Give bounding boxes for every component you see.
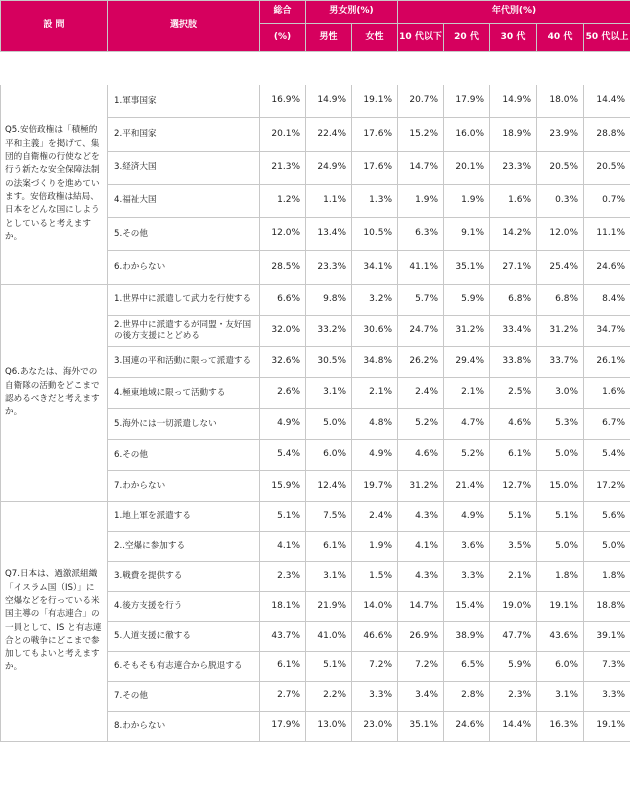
age-20s-header: 20 代 [444,24,490,52]
percentage-cell: 5.0% [306,409,352,440]
option-label: 5.その他 [108,218,260,251]
percentage-cell: 11.1% [584,218,630,251]
blank-cell [260,52,306,85]
percentage-cell: 2.1% [444,378,490,409]
percentage-cell: 12.0% [260,218,306,251]
percentage-cell: 0.3% [537,184,584,217]
option-label: 5.海外には一切派遣しない [108,409,260,440]
percentage-cell: 19.1% [584,711,630,741]
percentage-cell: 28.5% [260,251,306,284]
percentage-cell: 3.1% [306,378,352,409]
percentage-cell: 2.2% [306,681,352,711]
percentage-cell: 5.4% [260,440,306,471]
percentage-cell: 10.5% [352,218,398,251]
total-unit-header: (%) [260,24,306,52]
percentage-cell: 18.1% [260,592,306,622]
blank-cell [352,52,398,85]
percentage-cell: 9.1% [444,218,490,251]
option-label: 1.軍事国家 [108,85,260,118]
percentage-cell: 12.7% [490,471,537,502]
percentage-cell: 1.8% [537,562,584,592]
blank-cell [584,52,630,85]
percentage-cell: 19.0% [490,592,537,622]
percentage-cell: 12.0% [537,218,584,251]
percentage-cell: 18.8% [584,592,630,622]
percentage-cell: 2.3% [490,681,537,711]
percentage-cell: 17.9% [444,85,490,118]
percentage-cell: 23.0% [352,711,398,741]
percentage-cell: 5.4% [584,440,630,471]
blank-cell [398,52,444,85]
percentage-cell: 20.7% [398,85,444,118]
percentage-cell: 5.0% [584,532,630,562]
percentage-cell: 5.1% [537,502,584,532]
option-label: 6.そもそも有志連合から脱退する [108,651,260,681]
percentage-cell: 8.4% [584,284,630,315]
percentage-cell: 1.5% [352,562,398,592]
option-label: 6.わからない [108,251,260,284]
option-label: 7.その他 [108,681,260,711]
percentage-cell: 5.3% [537,409,584,440]
percentage-cell: 13.0% [306,711,352,741]
percentage-cell: 25.4% [537,251,584,284]
male-column-header: 男性 [306,24,352,52]
percentage-cell: 14.7% [398,592,444,622]
option-label: 1.世界中に派遣して武力を行使する [108,284,260,315]
option-column-header: 選択肢 [108,1,260,52]
percentage-cell: 3.2% [352,284,398,315]
percentage-cell: 35.1% [398,711,444,741]
percentage-cell: 33.8% [490,346,537,377]
percentage-cell: 2.3% [260,562,306,592]
option-label: 2.平和国家 [108,118,260,151]
option-label: 4.極東地域に限って活動する [108,378,260,409]
percentage-cell: 7.3% [584,651,630,681]
question-text: Q5.安倍政権は「積極的平和主義」を掲げて、集団的自衛権の行使などを行う新たな安全保障法制の法案づくりを進めています。安倍政権は結局、日本をどんな国にしようとしていると考えますか。 [1,85,108,285]
percentage-cell: 32.0% [260,315,306,346]
percentage-cell: 4.1% [260,532,306,562]
percentage-cell: 5.1% [306,651,352,681]
percentage-cell: 41.0% [306,622,352,652]
percentage-cell: 7.5% [306,502,352,532]
percentage-cell: 7.2% [398,651,444,681]
option-label: 6.その他 [108,440,260,471]
percentage-cell: 5.6% [584,502,630,532]
percentage-cell: 6.0% [306,440,352,471]
percentage-cell: 3.3% [444,562,490,592]
percentage-cell: 17.2% [584,471,630,502]
percentage-cell: 2.4% [398,378,444,409]
question-column-header: 設 問 [1,1,108,52]
percentage-cell: 47.7% [490,622,537,652]
option-label: 1.地上軍を派遣する [108,502,260,532]
percentage-cell: 4.6% [490,409,537,440]
percentage-cell: 17.6% [352,118,398,151]
percentage-cell: 43.7% [260,622,306,652]
percentage-cell: 6.1% [260,651,306,681]
option-label: 2..空爆に参加する [108,532,260,562]
percentage-cell: 31.2% [444,315,490,346]
percentage-cell: 6.0% [537,651,584,681]
total-column-header: 総合 [260,1,306,24]
age-50s-header: 50 代以上 [584,24,630,52]
percentage-cell: 13.4% [306,218,352,251]
percentage-cell: 4.9% [444,502,490,532]
percentage-cell: 24.7% [398,315,444,346]
percentage-cell: 15.9% [260,471,306,502]
percentage-cell: 6.5% [444,651,490,681]
option-label: 8.わからない [108,711,260,741]
percentage-cell: 15.0% [537,471,584,502]
option-label: 7.わからない [108,471,260,502]
percentage-cell: 23.9% [537,118,584,151]
percentage-cell: 0.7% [584,184,630,217]
percentage-cell: 18.0% [537,85,584,118]
percentage-cell: 33.4% [490,315,537,346]
percentage-cell: 20.1% [260,118,306,151]
percentage-cell: 4.9% [352,440,398,471]
question-text: Q7.日本は、過激派組織「イスラム国（IS）」に空爆などを行っている米国主導の「有志連合」の一員として、IS と有志連合との戦争にどこまで参加してもよいと考えますか。 [1,502,108,741]
percentage-cell: 6.3% [398,218,444,251]
percentage-cell: 5.1% [260,502,306,532]
percentage-cell: 5.0% [537,532,584,562]
percentage-cell: 24.9% [306,151,352,184]
percentage-cell: 1.3% [352,184,398,217]
percentage-cell: 18.9% [490,118,537,151]
percentage-cell: 14.9% [306,85,352,118]
percentage-cell: 21.9% [306,592,352,622]
table-row [1,502,630,532]
percentage-cell: 30.5% [306,346,352,377]
percentage-cell: 5.1% [490,502,537,532]
option-label: 5.人道支援に徹する [108,622,260,652]
percentage-cell: 1.9% [444,184,490,217]
percentage-cell: 28.8% [584,118,630,151]
percentage-cell: 1.6% [584,378,630,409]
percentage-cell: 16.3% [537,711,584,741]
blank-cell [108,52,260,85]
percentage-cell: 19.7% [352,471,398,502]
percentage-cell: 3.4% [398,681,444,711]
percentage-cell: 3.3% [584,681,630,711]
percentage-cell: 46.6% [352,622,398,652]
percentage-cell: 5.2% [398,409,444,440]
percentage-cell: 12.4% [306,471,352,502]
percentage-cell: 21.4% [444,471,490,502]
percentage-cell: 5.2% [444,440,490,471]
percentage-cell: 30.6% [352,315,398,346]
percentage-cell: 2.6% [260,378,306,409]
percentage-cell: 35.1% [444,251,490,284]
option-label: 3.国連の平和活動に限って派遣する [108,346,260,377]
table-row [1,284,630,315]
percentage-cell: 4.6% [398,440,444,471]
percentage-cell: 6.1% [306,532,352,562]
percentage-cell: 17.6% [352,151,398,184]
percentage-cell: 2.1% [352,378,398,409]
percentage-cell: 26.1% [584,346,630,377]
option-label: 2.世界中に派遣するが同盟・友好国の後方支援にとどめる [108,315,260,346]
percentage-cell: 3.0% [537,378,584,409]
percentage-cell: 29.4% [444,346,490,377]
percentage-cell: 27.1% [490,251,537,284]
percentage-cell: 23.3% [490,151,537,184]
percentage-cell: 4.8% [352,409,398,440]
percentage-cell: 6.6% [260,284,306,315]
percentage-cell: 3.1% [306,562,352,592]
percentage-cell: 31.2% [537,315,584,346]
percentage-cell: 1.1% [306,184,352,217]
percentage-cell: 16.0% [444,118,490,151]
percentage-cell: 4.9% [260,409,306,440]
percentage-cell: 1.9% [398,184,444,217]
percentage-cell: 14.2% [490,218,537,251]
percentage-cell: 4.1% [398,532,444,562]
percentage-cell: 26.2% [398,346,444,377]
percentage-cell: 20.5% [537,151,584,184]
percentage-cell: 39.1% [584,622,630,652]
percentage-cell: 4.3% [398,562,444,592]
percentage-cell: 14.7% [398,151,444,184]
age-group-header: 年代別(%) [398,1,630,24]
table-body [1,52,630,742]
percentage-cell: 15.4% [444,592,490,622]
percentage-cell: 2.1% [490,562,537,592]
percentage-cell: 14.4% [584,85,630,118]
option-label: 3.経済大国 [108,151,260,184]
percentage-cell: 38.9% [444,622,490,652]
blank-cell [1,52,108,85]
percentage-cell: 14.4% [490,711,537,741]
percentage-cell: 1.8% [584,562,630,592]
blank-cell [306,52,352,85]
blank-cell [444,52,490,85]
percentage-cell: 5.0% [537,440,584,471]
percentage-cell: 15.2% [398,118,444,151]
percentage-cell: 20.5% [584,151,630,184]
percentage-cell: 22.4% [306,118,352,151]
percentage-cell: 3.1% [537,681,584,711]
percentage-cell: 26.9% [398,622,444,652]
gender-group-header: 男女別(%) [306,1,398,24]
table-row [1,85,630,118]
percentage-cell: 6.1% [490,440,537,471]
percentage-cell: 17.9% [260,711,306,741]
percentage-cell: 5.9% [444,284,490,315]
percentage-cell: 7.2% [352,651,398,681]
percentage-cell: 2.5% [490,378,537,409]
option-label: 3.戦費を提供する [108,562,260,592]
percentage-cell: 23.3% [306,251,352,284]
percentage-cell: 43.6% [537,622,584,652]
percentage-cell: 16.9% [260,85,306,118]
percentage-cell: 24.6% [584,251,630,284]
percentage-cell: 19.1% [537,592,584,622]
option-label: 4.福祉大国 [108,184,260,217]
percentage-cell: 4.7% [444,409,490,440]
percentage-cell: 32.6% [260,346,306,377]
age-40s-header: 40 代 [537,24,584,52]
percentage-cell: 14.0% [352,592,398,622]
percentage-cell: 2.7% [260,681,306,711]
percentage-cell: 20.1% [444,151,490,184]
percentage-cell: 5.7% [398,284,444,315]
option-label: 4.後方支援を行う [108,592,260,622]
percentage-cell: 9.8% [306,284,352,315]
question-text: Q6.あなたは、海外での自衛隊の活動をどこまで認めるべきだと考えますか。 [1,284,108,502]
female-column-header: 女性 [352,24,398,52]
percentage-cell: 24.6% [444,711,490,741]
percentage-cell: 2.4% [352,502,398,532]
percentage-cell: 1.2% [260,184,306,217]
percentage-cell: 6.8% [490,284,537,315]
blank-cell [490,52,537,85]
age-10s-header: 10 代以下 [398,24,444,52]
percentage-cell: 41.1% [398,251,444,284]
percentage-cell: 3.6% [444,532,490,562]
age-30s-header: 30 代 [490,24,537,52]
percentage-cell: 33.2% [306,315,352,346]
percentage-cell: 1.6% [490,184,537,217]
percentage-cell: 34.1% [352,251,398,284]
percentage-cell: 33.7% [537,346,584,377]
blank-row [1,52,630,85]
table-header [1,1,630,52]
percentage-cell: 19.1% [352,85,398,118]
blank-cell [537,52,584,85]
percentage-cell: 34.7% [584,315,630,346]
percentage-cell: 4.3% [398,502,444,532]
percentage-cell: 2.8% [444,681,490,711]
percentage-cell: 5.9% [490,651,537,681]
percentage-cell: 1.9% [352,532,398,562]
percentage-cell: 3.3% [352,681,398,711]
percentage-cell: 21.3% [260,151,306,184]
percentage-cell: 31.2% [398,471,444,502]
percentage-cell: 14.9% [490,85,537,118]
percentage-cell: 34.8% [352,346,398,377]
percentage-cell: 3.5% [490,532,537,562]
percentage-cell: 6.7% [584,409,630,440]
percentage-cell: 6.8% [537,284,584,315]
